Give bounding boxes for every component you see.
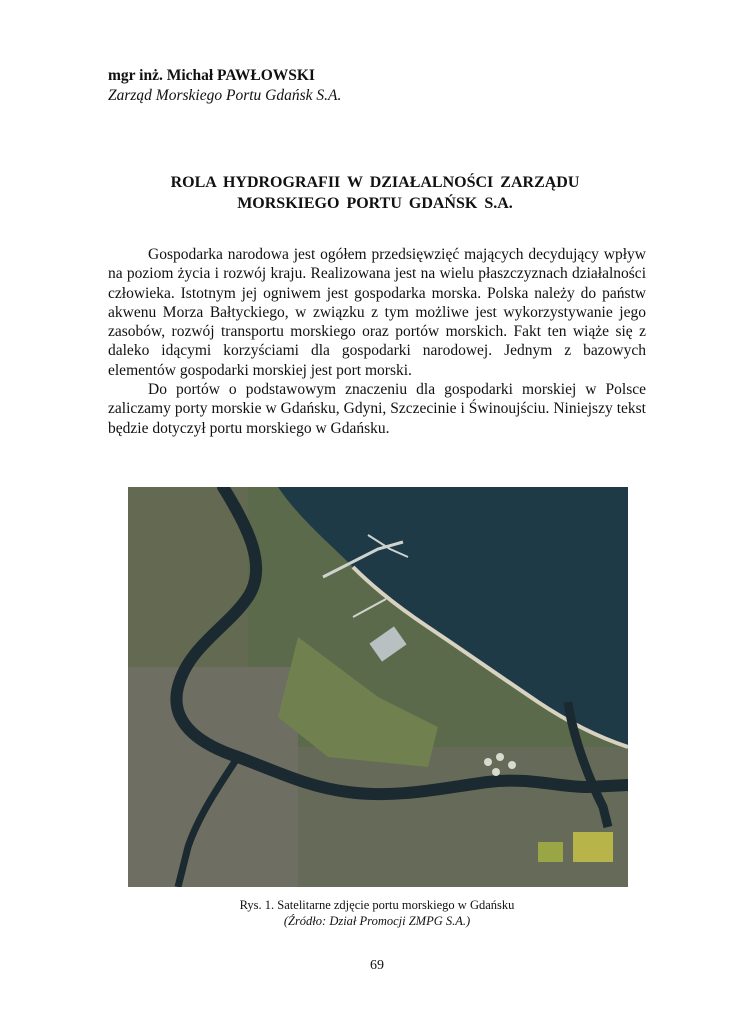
title-line-1: ROLA HYDROGRAFII W DZIAŁALNOŚCI ZARZĄDU bbox=[170, 174, 580, 191]
figure-caption bbox=[108, 897, 646, 929]
caption-text: Rys. 1. Satelitarne zdjęcie portu morskiego w Gdańsku bbox=[239, 898, 515, 912]
satellite-image bbox=[128, 487, 628, 887]
page-number: 69 bbox=[370, 958, 384, 973]
author-name: mgr inż. Michał PAWŁOWSKI bbox=[108, 67, 315, 84]
paragraph-1: Gospodarka narodowa jest ogółem przedsięwzięć mających decydujący wpływ na poziom życia i rozwój kraju. Realizowana jest na wielu płaszczyznach działalności człowieka. Istotnym jej ogniwem jest gospodarka morska. Polska należy do państw akwenu Morza Bałtyckiego, w związku z tym możliwe jest wykorzystywanie jego zasobów, rozwój transportu morskiego oraz portów morskich. Fakt ten wiąże się z daleko idącymi korzyściami dla gospodarki narodowej. Jednym z bazowych elementów gospodarki morskiej jest port morski. bbox=[108, 246, 646, 379]
author-affiliation: Zarząd Morskiego Portu Gdańsk S.A. bbox=[108, 87, 342, 104]
paragraph-2: Do portów o podstawowym znaczeniu dla gospodarki morskiej w Polsce zaliczamy porty morskie w Gdańsku, Gdyni, Szczecinie i Świnoujściu. Niniejszy tekst będzie dotyczył portu morskiego w Gdańsku. bbox=[108, 381, 646, 437]
body-text bbox=[108, 245, 646, 438]
paper-title bbox=[108, 172, 642, 214]
caption-source: (Źródło: Dział Promocji ZMPG S.A.) bbox=[283, 914, 471, 928]
title-line-2: MORSKIEGO PORTU GDAŃSK S.A. bbox=[237, 195, 513, 212]
author-block bbox=[108, 66, 341, 106]
satellite-photo-port-gdansk bbox=[128, 487, 628, 887]
